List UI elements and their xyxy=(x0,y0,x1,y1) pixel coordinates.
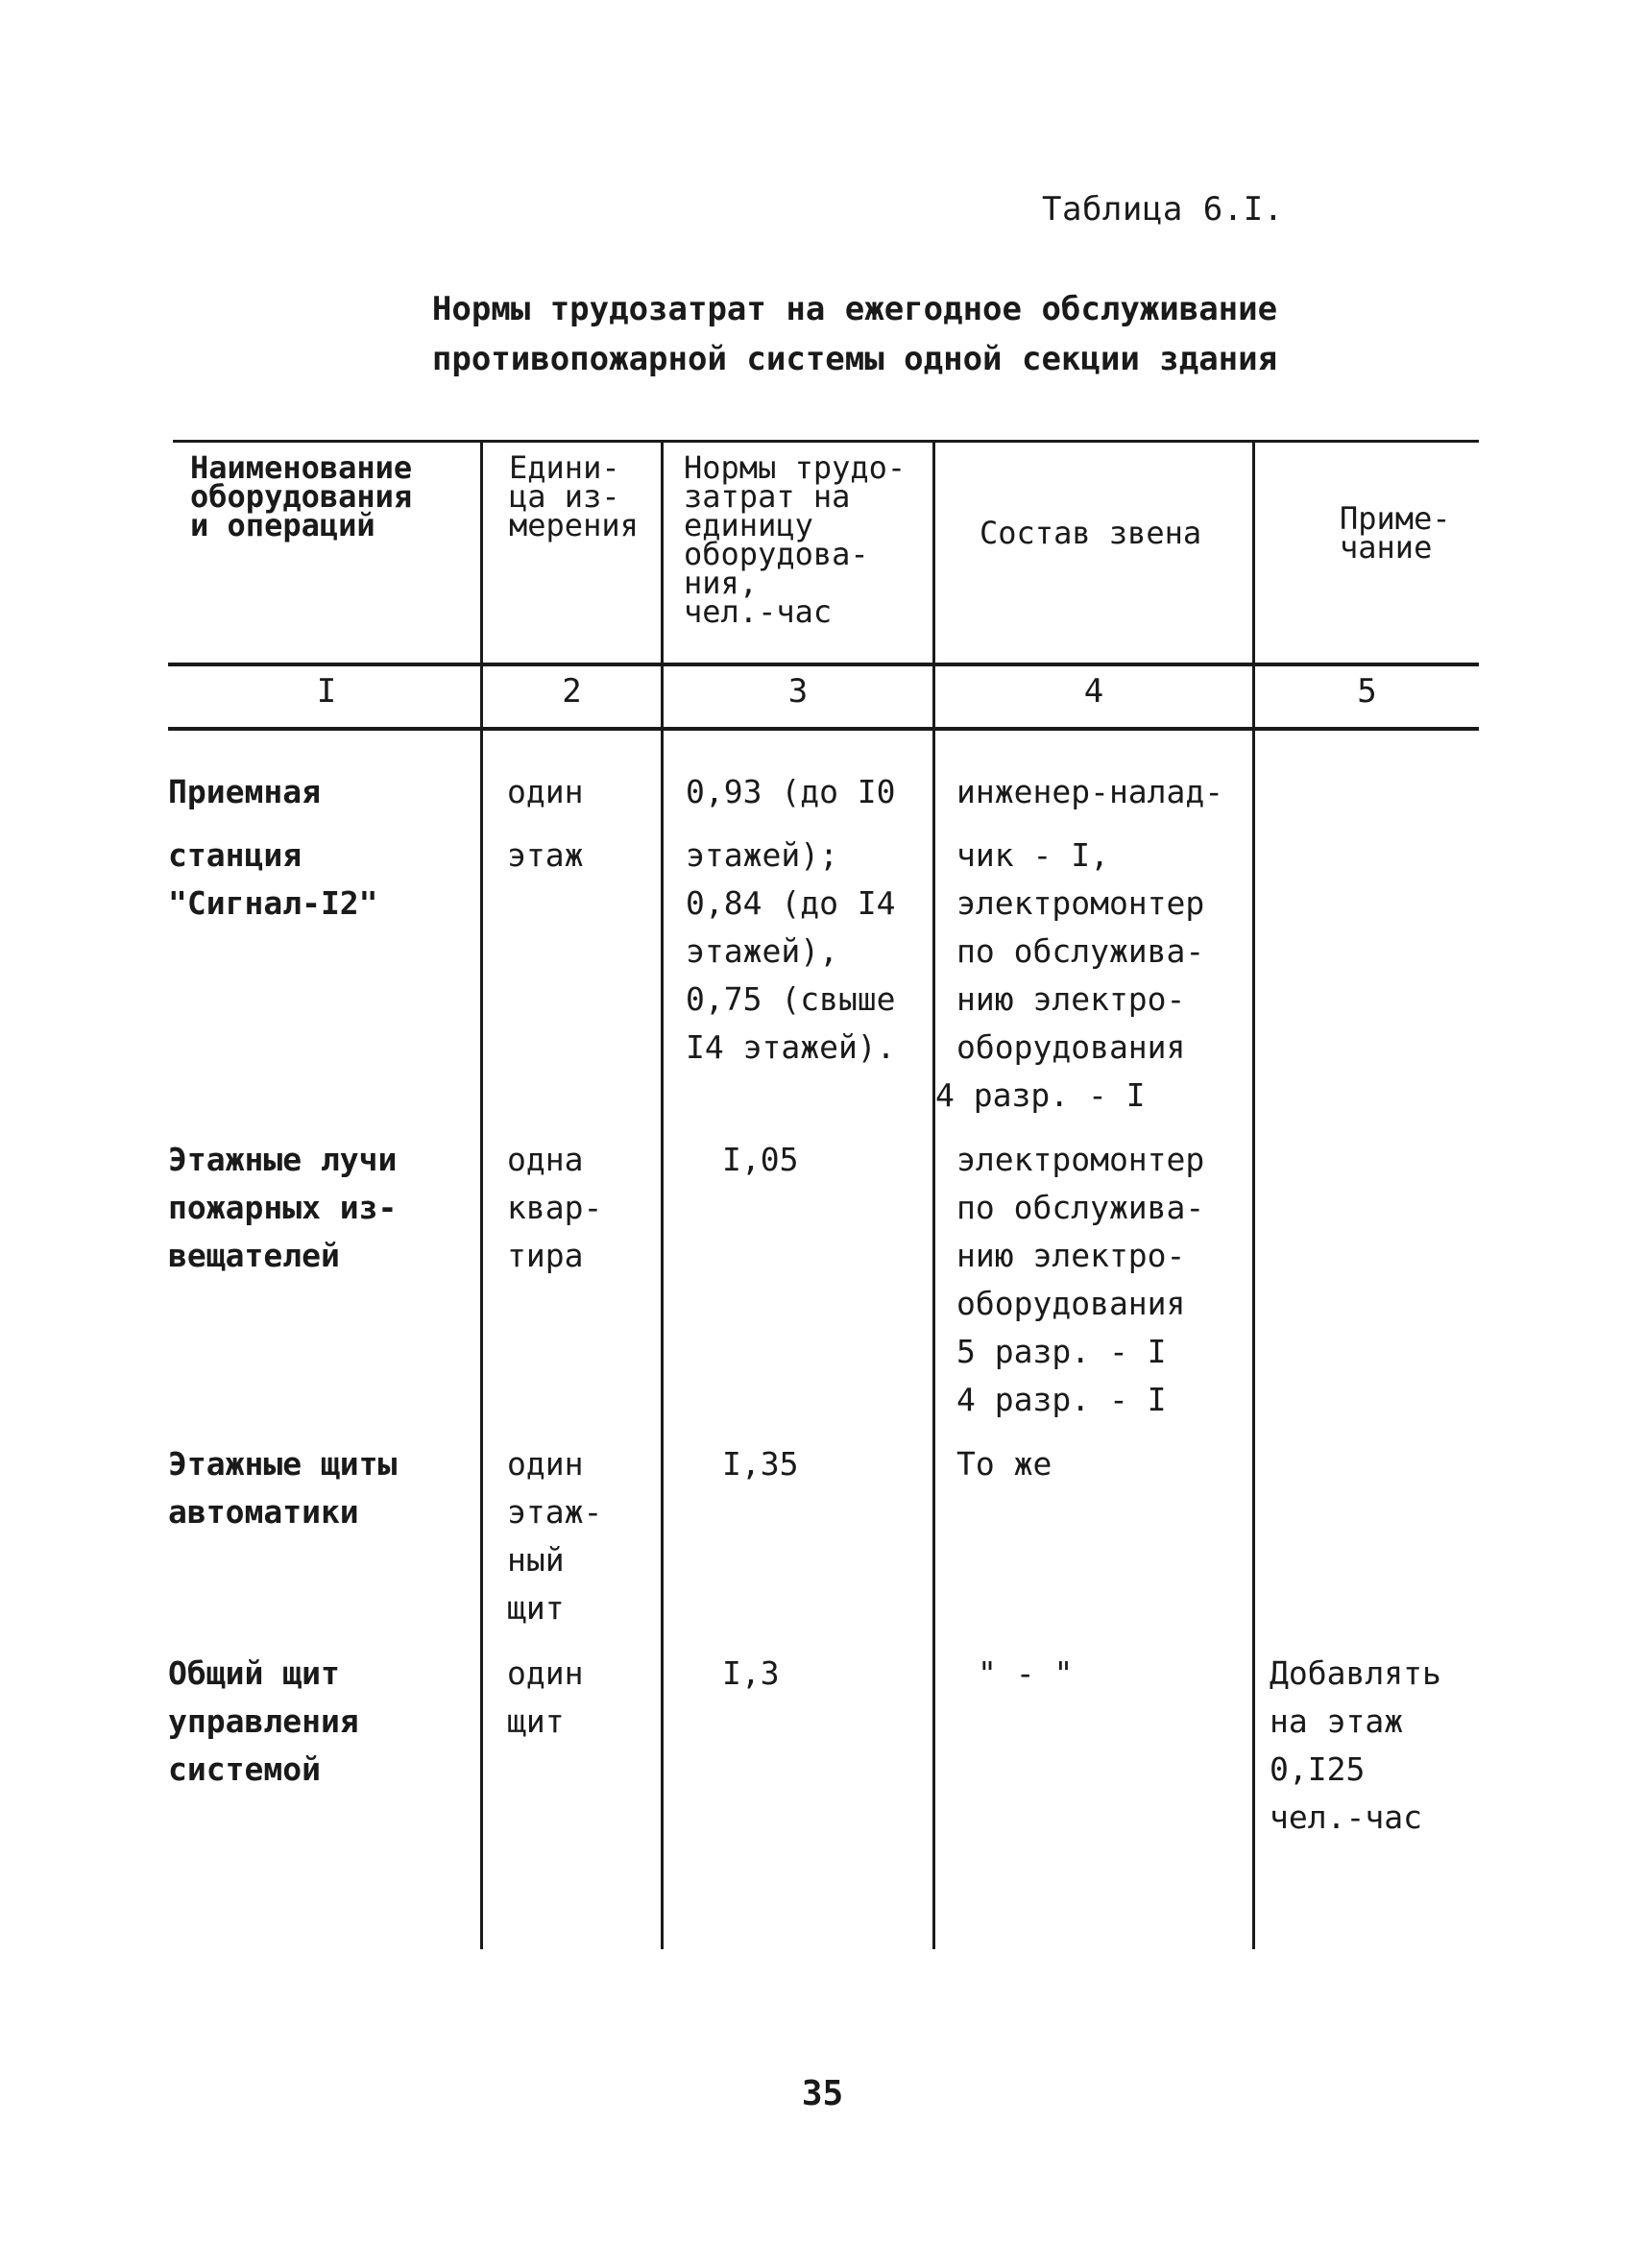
column-number-5: 5 xyxy=(1357,672,1377,711)
row-1-unit: один этаж xyxy=(507,773,584,874)
title-line-1: Нормы трудозатрат на ежегодное обслуживание xyxy=(431,290,1278,328)
row-4-unit: один щит xyxy=(507,1654,584,1740)
row-4-name: Общий щит управления системой xyxy=(168,1654,359,1788)
row-3-name: Этажные щиты автоматики xyxy=(168,1445,398,1531)
row-2-norm: I,05 xyxy=(722,1141,799,1178)
row-1-name: Приемная станция "Сигнал-I2" xyxy=(168,773,378,922)
row-3-norm: I,35 xyxy=(722,1445,799,1483)
column-number-1: I xyxy=(316,672,337,711)
page-number: 35 xyxy=(801,2074,844,2113)
column-divider-1 xyxy=(480,440,483,1949)
row-2-name: Этажные лучи пожарных из- вещателей xyxy=(168,1141,398,1274)
table-title xyxy=(288,284,1421,384)
row-1-crew: инженер-налад- чик - I, электромонтер по обслужива- нию электро- оборудования 4 разр. - I xyxy=(935,773,1224,1114)
header-name: Наименование оборудования и операций xyxy=(190,449,413,543)
header-unit: Едини- ца из- мерения xyxy=(509,449,639,543)
numbers-bottom-rule xyxy=(168,727,1479,731)
header-note: Приме- чание xyxy=(1340,500,1451,566)
table-top-rule xyxy=(173,440,1479,443)
column-number-3: 3 xyxy=(787,672,809,711)
header-norm: Нормы трудо- затрат на единицу оборудова- ния, чел.-час xyxy=(684,449,907,630)
header-crew: Состав звена xyxy=(980,515,1202,551)
table-caption: Таблица 6.I. xyxy=(1042,190,1284,229)
row-4-note: Добавлять на этаж 0,I25 чел.-час xyxy=(1270,1654,1441,1836)
row-2-crew: электромонтер по обслужива- нию электро- оборудования 5 разр. - I 4 разр. - I xyxy=(956,1141,1205,1418)
row-4-norm: I,3 xyxy=(722,1654,780,1692)
row-3-unit: один этаж- ный щит xyxy=(507,1445,603,1627)
row-3-crew: То же xyxy=(956,1445,1052,1483)
column-divider-3 xyxy=(932,440,935,1949)
title-line-2: противопожарной системы одной секции здания xyxy=(431,340,1278,378)
row-1-norm: 0,93 (до I0 этажей); 0,84 (до I4 этажей), 0,75 (свыше I4 этажей). xyxy=(686,773,896,1066)
column-number-2: 2 xyxy=(562,672,582,711)
column-divider-2 xyxy=(661,440,664,1949)
column-divider-4 xyxy=(1252,440,1255,1949)
column-number-4: 4 xyxy=(1083,672,1104,711)
row-4-crew: " - " xyxy=(978,1654,1074,1692)
row-2-unit: одна квар- тира xyxy=(507,1141,603,1274)
header-bottom-rule xyxy=(168,663,1479,666)
